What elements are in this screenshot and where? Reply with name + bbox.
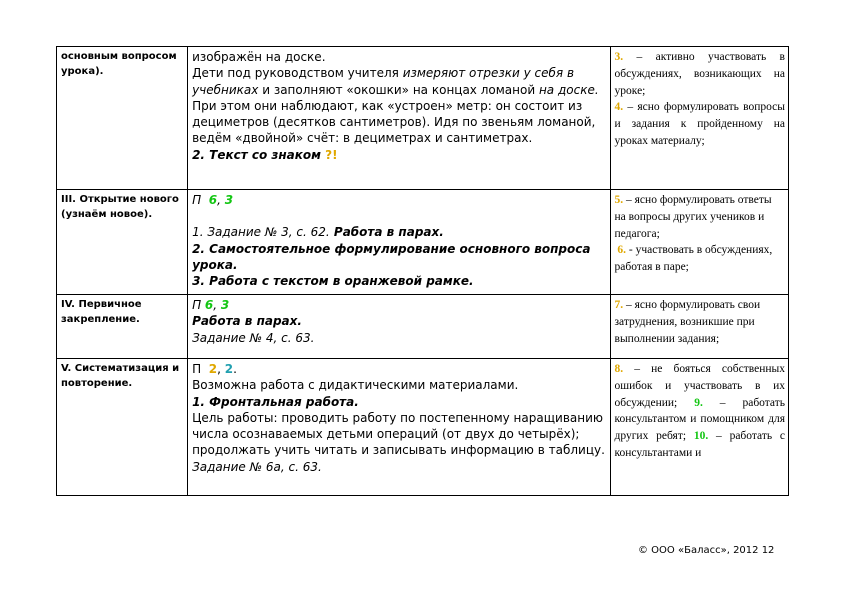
result-number: 6. xyxy=(617,244,627,257)
task-reference: Задание № 4, с. 63. xyxy=(192,330,315,345)
result-number: 3. xyxy=(614,51,624,63)
result-text: – ясно формулировать ответы на вопросы других учеников и педагога; xyxy=(614,194,772,240)
task-line xyxy=(192,224,606,240)
stage-label: III. Открытие нового (узнаём новое). xyxy=(61,194,179,220)
competence-number: 2 xyxy=(224,362,234,376)
results-cell xyxy=(610,295,788,359)
result-item xyxy=(615,99,785,149)
task-title: 3. Работа с текстом в оранжевой рамке. xyxy=(192,274,474,289)
competence-number: 6 xyxy=(208,193,218,207)
competence-number: 3 xyxy=(224,193,234,207)
result-item xyxy=(615,361,785,462)
result-item xyxy=(615,297,785,347)
lesson-plan-table xyxy=(56,46,789,496)
table-row xyxy=(57,295,789,359)
result-number: 7. xyxy=(614,299,624,311)
content-line: изображён на доске. xyxy=(192,50,326,64)
table-row xyxy=(57,47,789,190)
result-text: – ясно формулировать свои затруднения, возникшие при выполнении задания; xyxy=(614,299,761,345)
content-cell xyxy=(188,359,610,496)
result-text: – работать консультантом и помощником для других ребят; xyxy=(614,396,786,443)
results-cell xyxy=(610,47,788,190)
text-run: Дети под руководством учителя xyxy=(192,66,403,81)
table-row xyxy=(57,190,789,295)
result-item xyxy=(615,49,785,99)
stage-label: IV. Первичное закрепление. xyxy=(61,299,142,325)
result-number: 9. xyxy=(694,396,703,409)
competence-letter: П xyxy=(192,298,202,312)
competence-number: 2 xyxy=(208,362,218,376)
task-title: Работа в парах. xyxy=(329,225,444,240)
competence-letter: П xyxy=(192,193,202,207)
italic-text: на доске. xyxy=(538,82,599,97)
result-number: 8. xyxy=(614,363,624,375)
result-text: – активно участвовать в обсуждениях, возникающих на уроке; xyxy=(614,51,785,97)
content-cell xyxy=(188,190,610,295)
result-text: – ясно формулировать вопросы и задания к пройденному на уроках материалу; xyxy=(614,101,785,147)
results-cell xyxy=(610,190,788,295)
question-exclamation-mark: ?! xyxy=(325,147,338,162)
stage-cell xyxy=(57,295,188,359)
page-footer: © ООО «Баласс», 2012 12 xyxy=(638,545,775,556)
task-line xyxy=(192,147,606,163)
result-item xyxy=(615,192,785,242)
content-paragraph xyxy=(192,65,606,146)
result-text: - участвовать в обсуждениях, работая в паре; xyxy=(614,244,773,274)
task-title: 1. Фронтальная работа. xyxy=(192,394,359,409)
competence-number: 3 xyxy=(220,298,230,312)
blank-line xyxy=(192,208,606,224)
task-title: 2. Самостоятельное формулирование основного вопроса урока. xyxy=(192,241,591,272)
content-cell xyxy=(188,47,610,190)
content-paragraph: Цель работы: проводить работу по постепенному наращиванию числа осознаваемых детьми операций (от двух до четырёх); продолжать учить читать и записывать информацию в таблицу. xyxy=(192,410,605,458)
stage-label: V. Систематизация и повторение. xyxy=(61,363,180,389)
task-reference: Задание № 6а, с. 63. xyxy=(192,459,322,474)
result-number: 4. xyxy=(614,101,624,114)
task-title: 2. Текст со знаком xyxy=(192,147,326,162)
stage-label: основным вопросом урока). xyxy=(61,51,177,77)
competence-number: 6 xyxy=(204,298,214,312)
text-run: и заполняют «окошки» на концах ломаной xyxy=(258,82,539,97)
result-text: – работать с консультантами и xyxy=(614,430,786,459)
competence-line: П 6, 3 xyxy=(192,193,234,207)
competence-letter: П xyxy=(192,362,202,376)
content-cell xyxy=(188,295,610,359)
task-title: Работа в парах. xyxy=(192,314,302,329)
competence-line: П 6, 3 xyxy=(192,298,230,312)
text-run: При этом они наблюдают, как «устроен» метр: он состоит из дециметров (десятков сантиметров). Идя по звеньям ломаной, ведём «двойной» счёт: в дециметрах и сантиметрах. xyxy=(192,98,596,146)
stage-cell xyxy=(57,190,188,295)
stage-cell xyxy=(57,359,188,496)
result-number: 5. xyxy=(614,194,624,206)
table-row xyxy=(57,359,789,496)
italic-text: 1. Задание № 3, с. 62. xyxy=(192,225,330,240)
result-number: 10. xyxy=(693,430,709,443)
content-line: Возможна работа с дидактическими материалами. xyxy=(192,378,519,393)
italic-text: измеряют отрезки у себя в учебниках xyxy=(192,66,575,97)
competence-line: П 2, 2. xyxy=(192,362,237,376)
result-item xyxy=(615,242,785,276)
stage-cell xyxy=(57,47,188,190)
results-cell xyxy=(610,359,788,496)
result-text: – не бояться собственных ошибок и участвовать в их обсуждении; xyxy=(614,363,785,409)
